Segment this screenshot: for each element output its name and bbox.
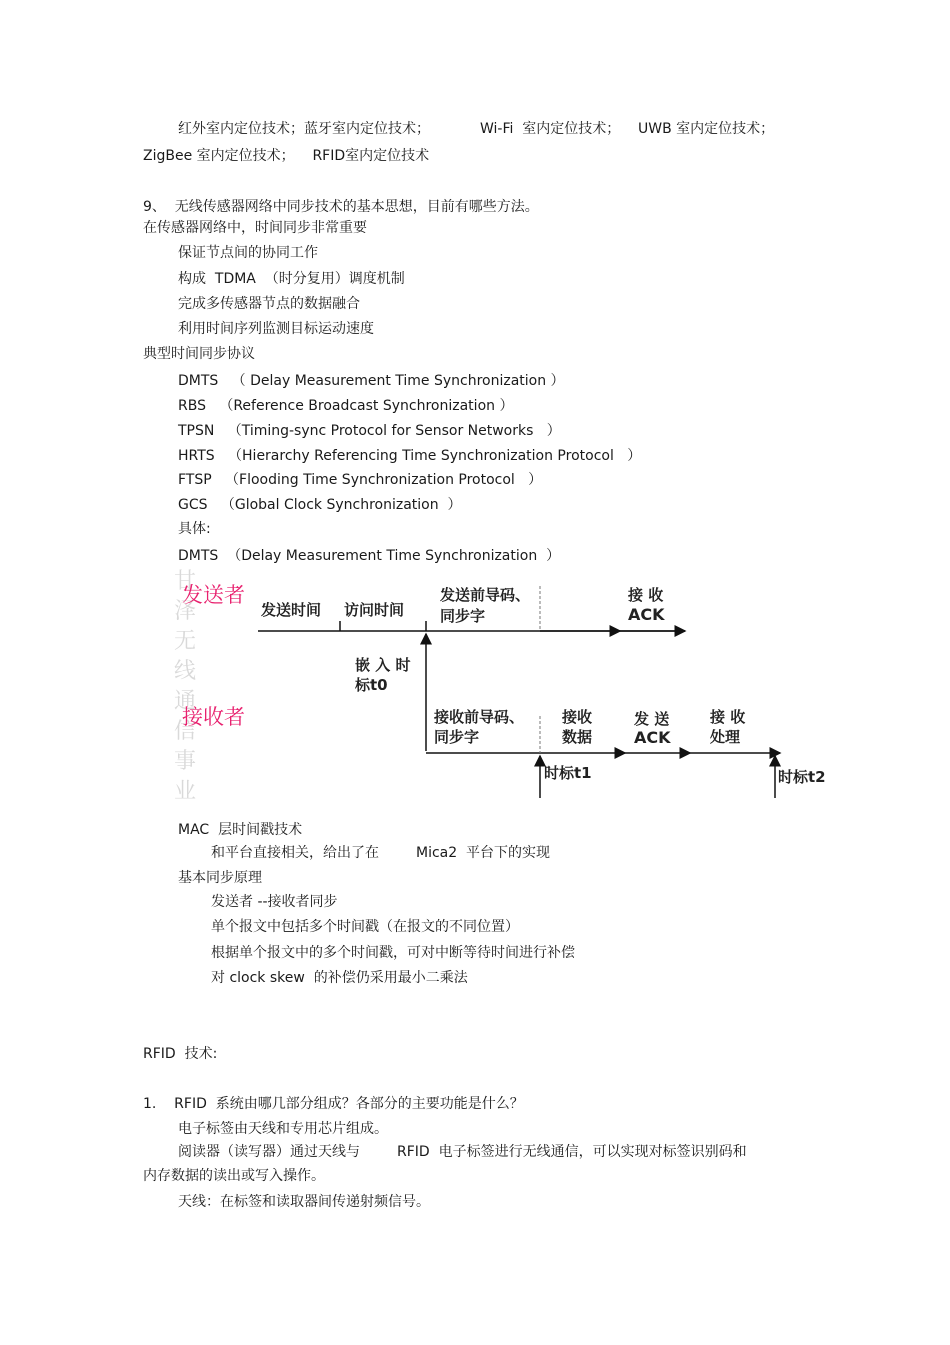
list-item: 构成 TDMA （时分复用）调度机制: [178, 271, 405, 287]
send-ack-label-2: ACK: [634, 728, 671, 747]
access-time-label: 访问时间: [344, 601, 405, 619]
principle-item: 发送者 --接收者同步: [211, 894, 338, 910]
receiver-label: 接收者: [182, 705, 245, 729]
detail-label: 具体:: [178, 521, 211, 537]
list-item: 完成多传感器节点的数据融合: [178, 296, 360, 312]
t1-label: 时标t1: [544, 764, 592, 782]
sender-label: 发送者: [182, 583, 245, 607]
text-line: Wi-Fi 室内定位技术；: [480, 121, 621, 137]
principle-item: 对 clock skew 的补偿仍采用最小二乘法: [211, 970, 468, 986]
recv-process-label-2: 处理: [710, 728, 741, 746]
rfid-question-1: 1. RFID 系统由哪几部分组成？各部分的主要功能是什么？: [143, 1096, 524, 1112]
recv-data-label-2: 数据: [562, 728, 593, 746]
subheading: 典型时间同步协议: [143, 346, 255, 362]
paragraph: RFID 电子标签进行无线通信，可以实现对标签识别码和: [397, 1144, 747, 1160]
protocol-item: DMTS （ Delay Measurement Time Synchronization ）: [178, 373, 565, 389]
send-preamble-label: 发送前导码、: [440, 586, 531, 604]
send-ack-label: 发 送: [634, 710, 670, 728]
recv-preamble-label-2: 同步字: [434, 728, 480, 746]
paragraph: 电子标签由天线和专用芯片组成。: [178, 1121, 388, 1137]
rfid-heading: RFID 技术:: [143, 1046, 218, 1062]
recv-process-label: 接 收: [710, 708, 746, 726]
text-line: 红外室内定位技术；蓝牙室内定位技术；: [178, 121, 430, 137]
dmts-timing-diagram: [170, 566, 840, 811]
watermark: 甘泽无线通信事业: [174, 569, 197, 804]
protocol-item: RBS （Reference Broadcast Synchronization ）: [178, 398, 514, 414]
recv-preamble-label: 接收前导码、: [434, 708, 525, 726]
paragraph: 天线：在标签和读取器间传递射频信号。: [178, 1194, 430, 1210]
paragraph: 在传感器网络中，时间同步非常重要: [143, 220, 367, 236]
t2-label: 时标t2: [778, 768, 826, 786]
paragraph: 内存数据的读出或写入操作。: [143, 1168, 325, 1184]
recv-data-label: 接收: [562, 708, 593, 726]
detail-protocol: DMTS （Delay Measurement Time Synchronization ）: [178, 548, 561, 564]
protocol-item: TPSN （Timing-sync Protocol for Sensor Networks ）: [178, 423, 561, 439]
embed-t0-label: 嵌 入 时: [355, 656, 411, 674]
mac-title: MAC 层时间戳技术: [178, 822, 303, 838]
list-item: 利用时间序列监测目标运动速度: [178, 321, 374, 337]
protocol-item: FTSP （Flooding Time Synchronization Protocol ）: [178, 472, 543, 488]
paragraph: 阅读器（读写器）通过天线与: [178, 1144, 360, 1160]
send-preamble-label-2: 同步字: [440, 607, 486, 625]
embed-t0-label-2: 标t0: [355, 676, 388, 694]
send-time-label: 发送时间: [261, 601, 322, 619]
recv-ack-label-2: ACK: [628, 605, 665, 624]
principle-title: 基本同步原理: [178, 870, 262, 886]
question-9: 9、 无线传感器网络中同步技术的基本思想，目前有哪些方法。: [143, 199, 539, 215]
text-line: ZigBee 室内定位技术； RFID室内定位技术: [143, 148, 430, 164]
principle-item: 单个报文中包括多个时间戳（在报文的不同位置）: [211, 919, 519, 935]
recv-ack-label: 接 收: [628, 586, 664, 604]
mac-sub: 和平台直接相关，给出了在: [211, 845, 379, 861]
mac-sub-2: Mica2 平台下的实现: [416, 845, 551, 861]
text-line: UWB 室内定位技术；: [638, 121, 775, 137]
list-item: 保证节点间的协同工作: [178, 245, 318, 261]
protocol-item: GCS （Global Clock Synchronization ）: [178, 497, 462, 513]
principle-item: 根据单个报文中的多个时间戳，可对中断等待时间进行补偿: [211, 945, 575, 961]
protocol-item: HRTS （Hierarchy Referencing Time Synchronization Protocol ）: [178, 448, 642, 464]
